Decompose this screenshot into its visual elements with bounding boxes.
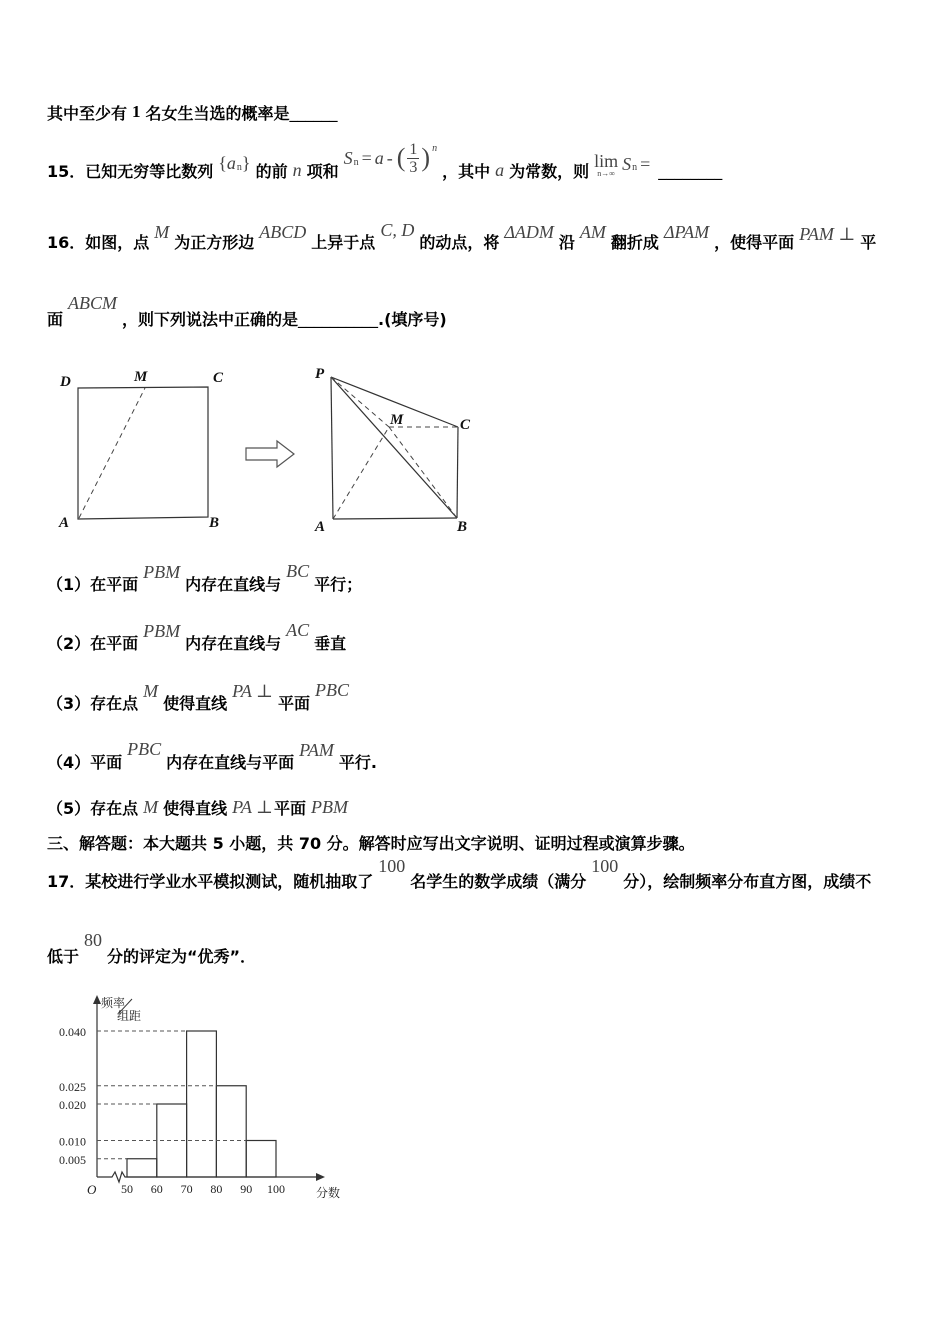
- dashed-segment-AM: [79, 388, 145, 518]
- constant-a: a: [374, 148, 384, 168]
- question-15: [47, 140, 723, 181]
- option-text: （4）平面: [47, 752, 123, 772]
- option-math: BC: [286, 561, 310, 581]
- q17-text-1: 名学生的数学成绩（满分: [410, 871, 587, 891]
- label-C: C: [213, 370, 224, 386]
- question-17-line-2: [47, 930, 257, 966]
- fraction-numerator: 1: [409, 140, 418, 158]
- sequence-sub: n: [236, 162, 242, 173]
- option-text: 平行.: [338, 752, 377, 772]
- option-text: 平面: [273, 798, 306, 818]
- option-3: [47, 680, 354, 713]
- section-heading: [47, 832, 695, 852]
- fraction: [407, 141, 419, 176]
- label-A: A: [315, 519, 326, 535]
- y-tick-label: 0.040: [59, 1025, 86, 1039]
- q16-text-10: .(填序号): [378, 309, 447, 329]
- edge-PA: [331, 377, 333, 519]
- option-math: AC: [286, 620, 310, 640]
- option-text: 平面: [277, 693, 310, 713]
- y-axis-label-top: 频率: [101, 996, 126, 1010]
- a-variable: a: [495, 160, 505, 180]
- brace-open: {: [218, 153, 227, 173]
- option-2: [47, 620, 347, 653]
- q15-text-4: 为常数，则: [509, 161, 590, 181]
- previous-question-tail: [47, 102, 338, 122]
- option-math: PAM: [299, 740, 334, 760]
- lim-var-sub: n: [632, 162, 638, 173]
- edge-AB: [333, 518, 457, 519]
- math-triangle-ADM: ΔADM: [504, 222, 554, 242]
- option-math: PBM: [143, 621, 181, 641]
- paren-open: (: [396, 143, 406, 172]
- dashed-edge-PM: [331, 377, 389, 427]
- equals-sign: =: [361, 148, 372, 168]
- math-ABCD: ABCD: [259, 222, 307, 242]
- lim-text: lim: [594, 151, 619, 171]
- histogram-bar: [246, 1141, 276, 1178]
- q16-text-8: 面: [47, 309, 64, 329]
- sum-var: S: [343, 148, 353, 168]
- math-PAM-perp: PAM ⊥: [799, 224, 856, 244]
- q15-text-2: 项和: [306, 161, 339, 181]
- edge-CB: [457, 427, 458, 518]
- y-axis-arrow-icon: [93, 995, 101, 1004]
- option-text: 内存在直线与平面: [166, 752, 295, 772]
- question-16-line-1: [47, 220, 877, 252]
- y-axis-label-bottom: 组距: [117, 1009, 142, 1023]
- limit-operator: [594, 151, 619, 178]
- label-M: M: [134, 369, 148, 385]
- q16-prefix: 16．如图，点: [47, 232, 150, 252]
- dashed-edge-AM: [333, 427, 389, 519]
- x-axis-label: 分数: [316, 1186, 341, 1200]
- n-variable: n: [292, 160, 302, 180]
- lim-var: S: [622, 154, 632, 174]
- q16-text-7: 平: [860, 232, 877, 252]
- minus-sign: -: [386, 148, 393, 168]
- edge-PB: [331, 377, 457, 518]
- x-tick-label: 70: [180, 1182, 193, 1196]
- option-text: （3）存在点: [47, 693, 139, 713]
- math-C-D: C, D: [380, 220, 415, 240]
- q15-text-1: 的前: [255, 161, 288, 181]
- option-4: [47, 739, 377, 772]
- x-tick-label: 90: [240, 1182, 253, 1196]
- option-math: PA ⊥: [232, 797, 273, 817]
- sum-sub: n: [353, 157, 359, 168]
- right-arrow-icon: [246, 441, 294, 467]
- label-C: C: [460, 417, 471, 433]
- math-M: M: [154, 222, 170, 242]
- option-text: 使得直线: [163, 798, 228, 818]
- question-16-line-2: [47, 293, 447, 329]
- math-80: 80: [84, 930, 103, 950]
- geometry-figure: [0, 355, 500, 545]
- y-tick-label: 0.010: [59, 1134, 86, 1149]
- option-math: PBC: [314, 680, 349, 700]
- limit-expression: [594, 151, 653, 178]
- lim-equals: =: [640, 154, 651, 174]
- q17-prefix: 17．某校进行学业水平模拟测试，随机抽取了: [47, 871, 374, 891]
- histogram-bar: [187, 1031, 217, 1177]
- y-tick-label: 0.005: [59, 1152, 86, 1167]
- y-tick-label: 0.020: [59, 1098, 86, 1112]
- answer-blank: ________: [658, 160, 723, 180]
- label-P: P: [315, 366, 325, 382]
- q16-text-4: 沿: [558, 232, 575, 252]
- frequency-histogram: [0, 990, 360, 1205]
- lim-under: n→∞: [597, 169, 615, 178]
- question-17-line-1: [47, 856, 872, 891]
- origin-label: O: [87, 1182, 97, 1197]
- option-text: （1）在平面: [47, 574, 139, 594]
- y-tick-label: 0.025: [59, 1079, 86, 1094]
- q16-text-1: 为正方形边: [174, 232, 255, 252]
- option-text: （5）存在点: [47, 798, 139, 818]
- square-ABCD: [78, 387, 208, 519]
- brace-close: }: [241, 153, 251, 173]
- option-math: M: [143, 797, 159, 817]
- intro-text-2: 名女生当选的概率是: [145, 103, 290, 123]
- x-tick-label: 50: [121, 1182, 133, 1196]
- exponent: n: [432, 143, 438, 154]
- math-AM: AM: [579, 222, 606, 242]
- x-tick-label: 60: [150, 1182, 163, 1196]
- option-math: PBM: [310, 797, 348, 817]
- histogram-bar: [216, 1086, 246, 1177]
- option-text: 垂直: [314, 633, 347, 653]
- q17-text-4: 分的评定为“优秀”．: [107, 946, 257, 966]
- q16-text-5: 翻折成: [610, 232, 659, 252]
- q15-prefix: 15．已知无穷等比数列: [47, 161, 214, 181]
- q16-text-6: ，使得平面: [714, 232, 795, 252]
- intro-number: 1: [132, 102, 141, 121]
- option-5: [47, 797, 353, 817]
- sequence-var: a: [226, 153, 236, 173]
- option-text: 内存在直线与: [185, 574, 282, 594]
- paren-close: ): [421, 143, 431, 172]
- q16-text-9: ，则下列说法中正确的是: [122, 309, 299, 329]
- fraction-denominator: 3: [409, 158, 418, 176]
- math-100: 100: [378, 856, 406, 876]
- q17-text-2: 分），绘制频率分布直方图，成绩不: [623, 871, 872, 891]
- option-text: 使得直线: [163, 693, 228, 713]
- section-text: 三、解答题：本大题共 5 小题，共 70 分。解答时应写出文字说明、证明过程或演算步骤。: [47, 833, 695, 853]
- x-tick-label: 80: [210, 1182, 223, 1196]
- q15-text-3: ，其中: [442, 161, 491, 181]
- histogram-bar: [127, 1159, 157, 1177]
- math-triangle-PAM: ΔPAM: [663, 222, 710, 242]
- option-text: 内存在直线与: [185, 633, 282, 653]
- intro-text: 其中至少有: [47, 103, 128, 123]
- math-100: 100: [591, 856, 619, 876]
- option-math: PA ⊥: [232, 681, 273, 701]
- answer-blank: __________: [298, 308, 379, 328]
- label-M: M: [390, 412, 404, 428]
- math-ABCM: ABCM: [68, 293, 118, 313]
- dashed-edge-MB: [389, 427, 457, 518]
- option-math: M: [143, 681, 159, 701]
- option-text: 平行；: [314, 574, 363, 594]
- x-tick-label: 100: [267, 1182, 285, 1196]
- option-math: PBM: [143, 562, 181, 582]
- label-B: B: [457, 519, 468, 535]
- q16-text-2: 上异于点: [311, 232, 376, 252]
- q16-text-3: 的动点，将: [419, 232, 500, 252]
- option-text: （2）在平面: [47, 633, 139, 653]
- x-axis-arrow-icon: [316, 1173, 325, 1181]
- q17-text-3: 低于: [47, 946, 80, 966]
- answer-blank: ______: [289, 102, 338, 122]
- label-A: A: [59, 515, 70, 531]
- sum-formula: [344, 141, 438, 176]
- label-D: D: [60, 374, 71, 390]
- option-math: PBC: [127, 739, 162, 759]
- sequence-notation: [218, 153, 250, 173]
- label-B: B: [209, 515, 220, 531]
- option-1: [47, 561, 363, 594]
